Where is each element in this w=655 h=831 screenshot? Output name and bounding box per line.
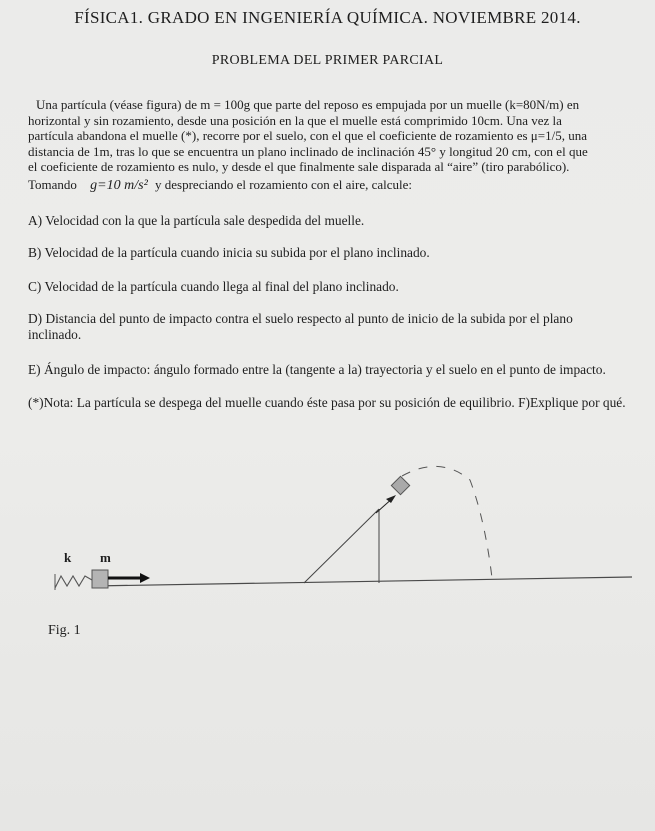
incline-plane (304, 509, 379, 583)
question-d: D) Distancia del punto de impacto contra el suelo respecto al punto de inicio de la subida por el plano inclinado. (28, 311, 573, 342)
taking-text: Tomando (28, 176, 77, 192)
figure-diagram (0, 440, 655, 640)
statement-line: el coeficiente de rozamiento es nulo, y desde el que finalmente sale disparada al “aire” (tiro parabólico). (28, 159, 570, 175)
problem-statement (28, 97, 640, 194)
page-title: FÍSICA1. GRADO EN INGENIERÍA QUÍMICA. NOVIEMBRE 2014. (74, 8, 581, 27)
statement-line: distancia de 1m, tras lo que se encuentra un plano inclinado de inclinación 45° y longitud 20 cm, con el que (28, 143, 588, 159)
spring-constant-label: k (64, 550, 72, 565)
question-b: B) Velocidad de la partícula cuando inicia su subida por el plano inclinado. (28, 245, 430, 260)
question-a: A) Velocidad con la que la partícula sale despedida del muelle. (28, 213, 365, 228)
mass-block (92, 570, 108, 588)
ground-line (92, 577, 632, 586)
statement-line: Una partícula (véase figura) de m = 100g que parte del reposo es empujada por un muelle (k=80N/m) en (36, 97, 580, 112)
problem-heading: PROBLEMA DEL PRIMER PARCIAL (211, 53, 444, 68)
gravity-formula: g=10 m/s² (90, 177, 148, 193)
mass-label: m (100, 550, 111, 565)
statement-line (28, 177, 640, 194)
figure-caption: Fig. 1 (48, 623, 81, 638)
flying-block (391, 476, 409, 494)
taking-rest-text: y despreciando el rozamiento con el aire, calcule: (155, 176, 413, 192)
launch-arrowhead (386, 495, 396, 503)
note-question-f: (*)Nota: La partícula se despega del muelle cuando éste pasa por su posición de equilibrio. F)Explique por qué. (28, 395, 626, 410)
statement-line: horizontal y sin rozamiento, desde una posición en la que el muelle está comprimido 10cm. Una vez la (28, 112, 562, 128)
question-e: E) Ángulo de impacto: ángulo formado entre la (tangente a la) trayectoria y el suelo en el punto de impacto. (28, 362, 606, 377)
trajectory-path (402, 466, 492, 578)
statement-line: partícula abandona el muelle (*), recorre por el suelo, con el que el coeficiente de rozamiento es μ=1/5, una (28, 128, 587, 144)
question-c: C) Velocidad de la partícula cuando llega al final del plano inclinado. (28, 279, 399, 294)
push-arrowhead (140, 573, 150, 583)
spring-zigzag (55, 576, 92, 588)
